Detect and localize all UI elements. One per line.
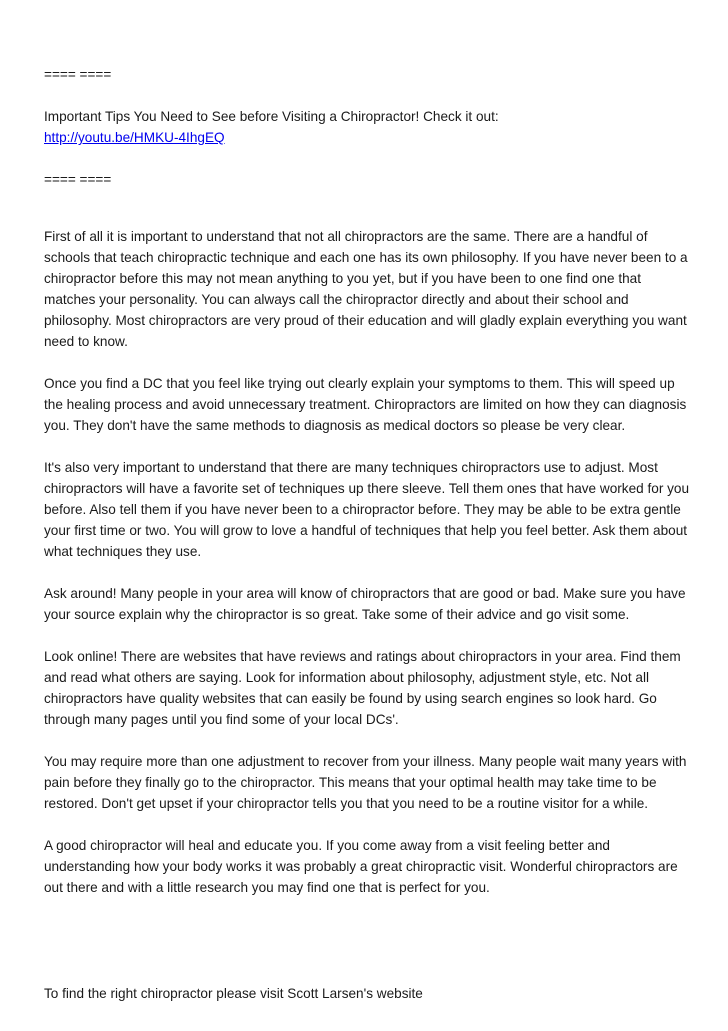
article-paragraph: Look online! There are websites that have reviews and ratings about chiropractors in your area. Find them and read what others are saying. Look for information about philosophy, adjustment style, etc. Not all chiropractors have quality websites that can easily be found by using search engines so look hard. Go through many pages until you find some of your local DCs'. xyxy=(44,649,681,727)
separator-bottom: ==== ==== xyxy=(44,172,112,187)
promo-text: Important Tips You Need to See before Visiting a Chiropractor! Check it out: xyxy=(44,109,499,124)
separator-top: ==== ==== xyxy=(44,67,112,82)
spacer xyxy=(44,85,694,106)
footer-text: To find the right chiropractor please visit Scott Larsen's website xyxy=(44,985,423,1001)
spacer xyxy=(44,190,694,226)
article-paragraph: A good chiropractor will heal and educate you. If you come away from a visit feeling better and understanding how your body works it was probably a great chiropractic visit. Wonderful chiropractors are out there and with a little research you may find one that is perfect for you. xyxy=(44,838,678,895)
article-paragraph: You may require more than one adjustment to recover from your illness. Many people wait many years with pain before they finally go to the chiropractor. This means that your optimal health may take time to be restored. Don't get upset if your chiropractor tells you that you need to be a routine visitor for a while. xyxy=(44,754,687,811)
document-page xyxy=(44,64,694,898)
promo-video-link[interactable]: http://youtu.be/HMKU-4IhgEQ xyxy=(44,130,225,145)
article-paragraph: It's also very important to understand that there are many techniques chiropractors use to adjust. Most chiropractors will have a favorite set of techniques up there sleeve. Tell them ones that have worked for you before. Also tell them if you have never been to a chiropractor before. They may be able to be extra gentle your first time or two. You will grow to love a handful of techniques that help you feel better. Ask them about what techniques they use. xyxy=(44,460,690,559)
promo-line xyxy=(44,127,694,148)
article-body xyxy=(44,226,694,898)
article-paragraph: Once you find a DC that you feel like trying out clearly explain your symptoms to them. This will speed up the healing process and avoid unnecessary treatment. Chiropractors are limited on how they can diagnosis you. They don't have the same methods to diagnosis as medical doctors so please be very clear. xyxy=(44,376,687,433)
article-paragraph: Ask around! Many people in your area will know of chiropractors that are good or bad. Make sure you have your source explain why the chiropractor is so great. Take some of their advice and go visit some. xyxy=(44,586,686,622)
article-paragraph: First of all it is important to understand that not all chiropractors are the same. There are a handful of schools that teach chiropractic technique and each one has its own philosophy. If you have never been to a chiropractor before this may not mean anything to you yet, but if you have been to one find one that matches your personality. You can always call the chiropractor directly and about their school and philosophy. Most chiropractors are very proud of their education and will gladly explain everything you want need to know. xyxy=(44,229,688,349)
spacer xyxy=(44,148,694,169)
